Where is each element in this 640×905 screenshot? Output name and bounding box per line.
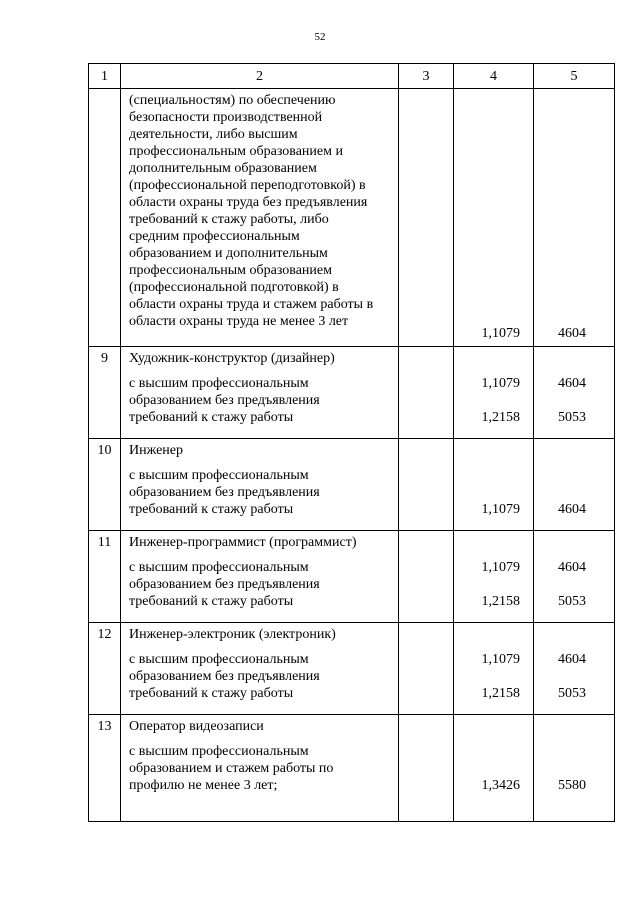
- salary-value: 4604: [558, 560, 586, 575]
- desc-line: образованием и стажем работы по: [129, 761, 334, 776]
- coefficient-value: 1,1079: [481, 560, 520, 575]
- desc-line: области охраны труда не менее 3 лет: [129, 314, 349, 329]
- row-number: [89, 89, 121, 347]
- desc-line: образованием без предъявления: [129, 393, 320, 408]
- desc-line: деятельности, либо высшим: [129, 127, 298, 142]
- position-title: Инженер-программист (программист): [129, 535, 357, 550]
- desc-line: с высшим профессиональным: [129, 376, 309, 391]
- table-row: [89, 715, 615, 822]
- header-col-3: 3: [399, 64, 454, 89]
- coefficient-value: 1,1079: [481, 376, 520, 391]
- desc-line: требований к стажу работы: [129, 594, 294, 609]
- row-description: [121, 439, 399, 531]
- desc-line: образованием без предъявления: [129, 577, 320, 592]
- table-row: [89, 531, 615, 623]
- desc-line: с высшим профессиональным: [129, 560, 309, 575]
- row-number: 10: [89, 439, 121, 531]
- coefficient-cell: [454, 347, 534, 439]
- coefficient-cell: [454, 715, 534, 822]
- desc-line: средним профессиональным: [129, 229, 300, 244]
- desc-line: дополнительным образованием: [129, 161, 317, 176]
- header-col-5: 5: [534, 64, 615, 89]
- desc-line: с высшим профессиональным: [129, 744, 309, 759]
- coefficient-value: 1,1079: [481, 652, 520, 667]
- coefficient-value: 1,3426: [481, 778, 520, 793]
- desc-line: с высшим профессиональным: [129, 468, 309, 483]
- header-row: [89, 64, 615, 89]
- salary-cell: [534, 347, 615, 439]
- desc-line: области охраны труда без предъявления: [129, 195, 368, 210]
- salary-cell: [534, 531, 615, 623]
- table-row: [89, 347, 615, 439]
- row-description: [121, 89, 399, 347]
- page-number: 52: [314, 31, 326, 43]
- salary-value: 5053: [558, 686, 586, 701]
- row-col-3: [399, 89, 454, 347]
- position-title: Инженер: [129, 443, 184, 458]
- desc-line: требований к стажу работы, либо: [129, 212, 329, 227]
- table-row: [89, 623, 615, 715]
- salary-cell: [534, 715, 615, 822]
- row-col-3: [399, 623, 454, 715]
- position-title: Художник-конструктор (дизайнер): [129, 351, 335, 366]
- coefficient-value: 1,2158: [481, 410, 520, 425]
- desc-line: профессиональным образованием и: [129, 144, 343, 159]
- salary-value: 4604: [558, 652, 586, 667]
- row-description: [121, 531, 399, 623]
- row-number: 13: [89, 715, 121, 822]
- desc-line: профессиональным образованием: [129, 263, 332, 278]
- header-col-4: 4: [454, 64, 534, 89]
- coefficient-cell: [454, 623, 534, 715]
- row-col-3: [399, 715, 454, 822]
- row-number: 12: [89, 623, 121, 715]
- table-row-continuation: [89, 89, 615, 347]
- desc-line: с высшим профессиональным: [129, 652, 309, 667]
- position-title: Инженер-электроник (электроник): [129, 627, 336, 642]
- desc-line: (профессиональной подготовкой) в: [129, 280, 339, 295]
- row-col-3: [399, 439, 454, 531]
- desc-line: профилю не менее 3 лет;: [129, 778, 278, 793]
- salary-value: 4604: [558, 376, 586, 391]
- salary-table: [88, 63, 615, 822]
- desc-line: требований к стажу работы: [129, 410, 294, 425]
- row-col-3: [399, 531, 454, 623]
- desc-line: области охраны труда и стажем работы в: [129, 297, 374, 312]
- salary-value: 5580: [558, 778, 586, 793]
- desc-line: безопасности производственной: [129, 110, 323, 125]
- row-description: [121, 623, 399, 715]
- header-col-2: 2: [121, 64, 399, 89]
- coefficient-cell: [454, 531, 534, 623]
- row-description: [121, 715, 399, 822]
- table-row: [89, 439, 615, 531]
- position-title: Оператор видеозаписи: [129, 719, 264, 734]
- coefficient-cell: [454, 439, 534, 531]
- desc-line: требований к стажу работы: [129, 686, 294, 701]
- header-col-1: 1: [89, 64, 121, 89]
- row-number: 9: [89, 347, 121, 439]
- salary-cell: 4604: [534, 89, 615, 347]
- salary-cell: [534, 623, 615, 715]
- desc-line: образованием и дополнительным: [129, 246, 328, 261]
- coefficient-value: 1,1079: [481, 502, 520, 517]
- desc-line: (профессиональной переподготовкой) в: [129, 178, 366, 193]
- desc-line: (специальностям) по обеспечению: [129, 93, 336, 108]
- desc-line: образованием без предъявления: [129, 669, 320, 684]
- coefficient-value: 1,2158: [481, 594, 520, 609]
- row-col-3: [399, 347, 454, 439]
- salary-cell: [534, 439, 615, 531]
- salary-value: 5053: [558, 410, 586, 425]
- salary-value: 5053: [558, 594, 586, 609]
- row-number: 11: [89, 531, 121, 623]
- desc-line: образованием без предъявления: [129, 485, 320, 500]
- desc-line: требований к стажу работы: [129, 502, 294, 517]
- row-description: [121, 347, 399, 439]
- coefficient-cell: 1,1079: [454, 89, 534, 347]
- coefficient-value: 1,2158: [481, 686, 520, 701]
- salary-value: 4604: [558, 502, 586, 517]
